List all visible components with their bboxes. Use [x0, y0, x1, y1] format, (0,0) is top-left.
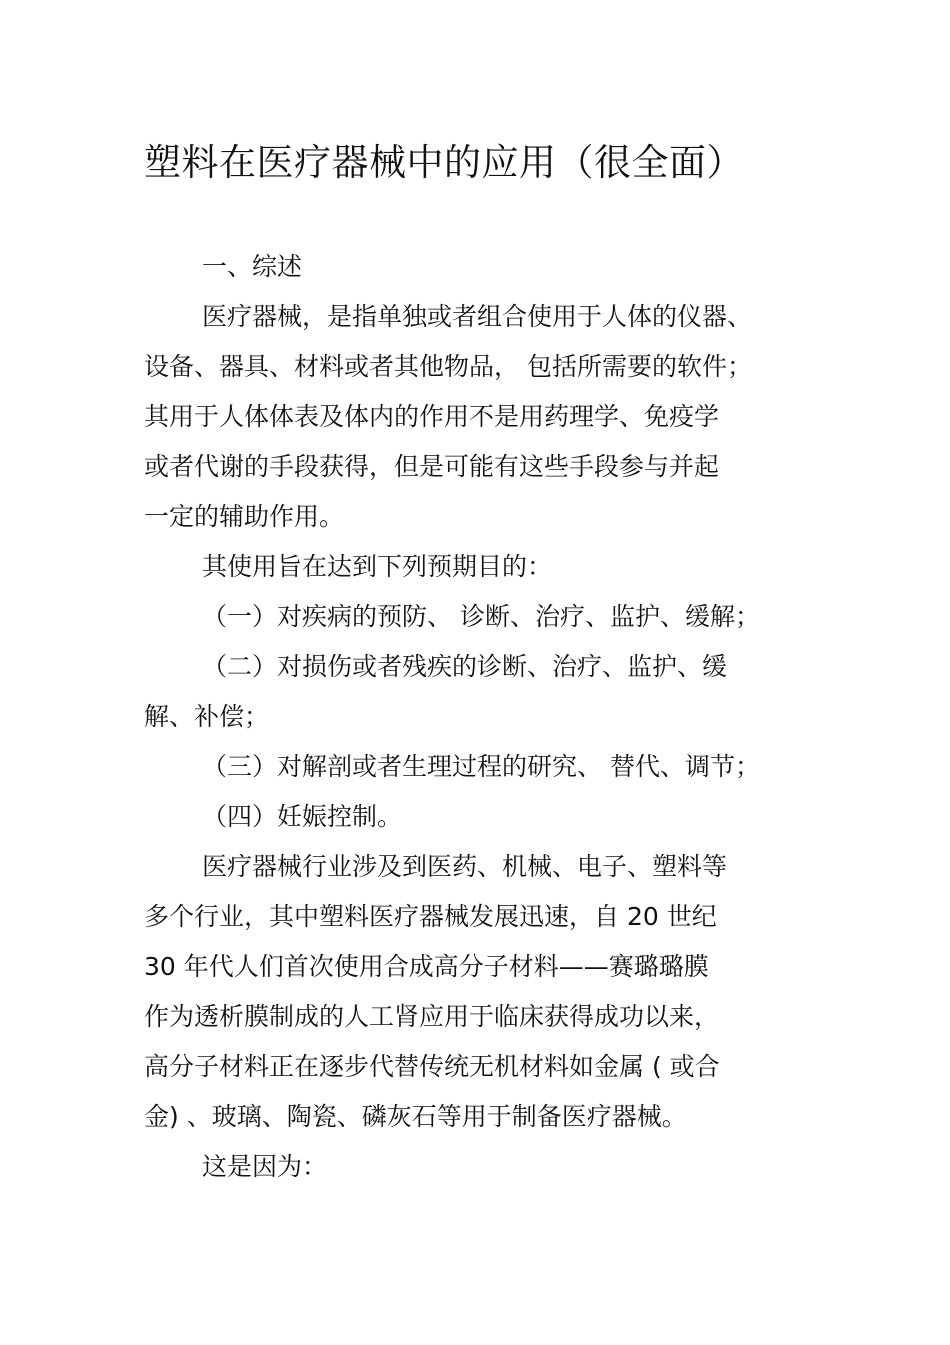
list-item-continuation: 解、补偿； [144, 702, 270, 731]
paragraph-line: 其使用旨在达到下列预期目的： [202, 552, 553, 581]
paragraph-line: 医疗器械，是指单独或者组合使用于人体的仪器、 [202, 302, 753, 331]
list-item: （一）对疾病的预防、 诊断、治疗、监护、缓解； [202, 602, 760, 631]
document-title: 塑料在医疗器械中的应用（很全面） [144, 141, 744, 184]
paragraph-line: 这是因为： [202, 1152, 328, 1181]
paragraph-line: 多个行业，其中塑料医疗器械发展迅速，自 20 世纪 [144, 902, 717, 931]
paragraph-line: 或者代谢的手段获得，但是可能有这些手段参与并起 [144, 452, 720, 481]
list-item: （二）对损伤或者残疾的诊断、治疗、监护、缓 [202, 652, 728, 681]
paragraph-line: 一定的辅助作用。 [144, 502, 345, 531]
paragraph-line: 作为透析膜制成的人工肾应用于临床获得成功以来， [144, 1002, 720, 1031]
list-item: （四）妊娠控制。 [202, 802, 403, 831]
paragraph-line: 30 年代人们首次使用合成高分子材料——赛璐璐膜 [144, 952, 709, 981]
paragraph-line: 金) 、玻璃、陶瓷、磷灰石等用于制备医疗器械。 [144, 1102, 687, 1131]
paragraph-line: 其用于人体体表及体内的作用不是用药理学、免疫学 [144, 402, 720, 431]
paragraph-line: 设备、器具、材料或者其他物品， 包括所需要的软件； [144, 352, 752, 381]
paragraph-line: 高分子材料正在逐步代替传统无机材料如金属 ( 或合 [144, 1052, 720, 1081]
paragraph-line: 医疗器械行业涉及到医药、机械、电子、塑料等 [202, 852, 728, 881]
list-item: （三）对解剖或者生理过程的研究、 替代、调节； [202, 752, 760, 781]
section-heading: 一、综述 [202, 252, 303, 281]
